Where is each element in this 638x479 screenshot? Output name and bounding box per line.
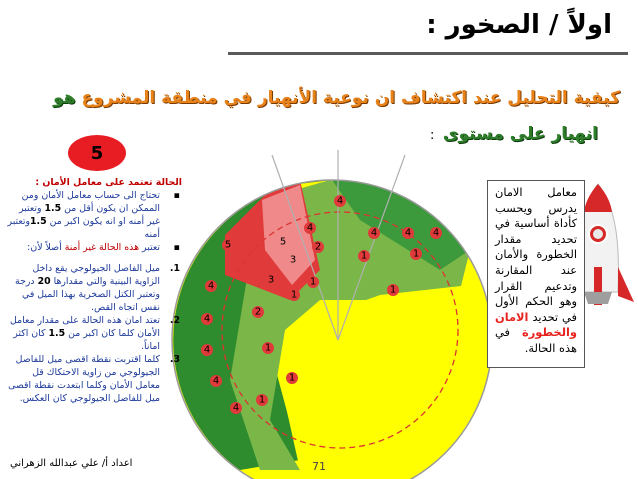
marker-4c (368, 227, 380, 239)
marker-4e (430, 227, 442, 239)
svg-text:4: 4 (203, 313, 211, 325)
bullet-marker: ▪ (173, 242, 180, 253)
numbered-item (6, 314, 182, 353)
title-divider (228, 52, 628, 55)
item-value: 20 (37, 276, 51, 287)
marker-1b (410, 248, 422, 260)
svg-text:1: 1 (288, 372, 296, 384)
numbered-item (6, 353, 182, 405)
svg-text:3: 3 (267, 274, 275, 286)
item-value: 1.5 (48, 328, 66, 339)
item-text: تعتد امان هذه الحالة على مقدار معامل الأمان كلما كان اكبر من (9, 315, 160, 339)
page-subtitle (53, 88, 620, 108)
failure-level-heading: انهيار على مستوى (442, 124, 598, 144)
svg-text:1: 1 (412, 248, 420, 260)
svg-text:4: 4 (232, 402, 240, 414)
svg-text:1: 1 (309, 276, 317, 288)
item-text: درجة وتعتبر الكتل الصخرية بهذا الميل في نفس اتجاه القص. (15, 276, 160, 313)
marker-4i (210, 375, 222, 387)
marker-1a (358, 250, 370, 262)
item-text: كلما اقتربت نقطة اقصى ميل للفاصل الجيولوجي من زاوية الاحتكاك قل معامل الأمان وكلما ابتعدت نقطة اقصى ميل للفاصل الجيولوجي كان العكس. (8, 354, 160, 404)
note-text: في هذه الحالة. (495, 325, 577, 355)
case-number-badge: 5 (68, 135, 126, 171)
svg-text:5: 5 (224, 239, 232, 251)
marker-1d (288, 289, 300, 301)
marker-4f (205, 280, 217, 292)
marker-5a (222, 239, 234, 251)
svg-text:4: 4 (404, 227, 412, 239)
svg-text:4: 4 (212, 375, 220, 387)
bullet-value: 1.5 (30, 216, 47, 227)
note-text: معامل الامان يدرس ويحسب كأداة أساسية في تحديد مقدار الخطورة والأمان عند المقارنة وتدعيم القرار وهو الحكم الأول في تحديد (495, 185, 578, 324)
bullet-item (6, 189, 182, 241)
footer-author: اعداد أ/ علي عبدالله الزهراني (10, 458, 133, 469)
svg-text:4: 4 (306, 222, 314, 234)
marker-4j (230, 402, 242, 414)
bullet-marker: ▪ (173, 190, 180, 201)
bullet-text: تحتاج الى حساب معامل الأمان ومن الممكن ان يكون أقل من (21, 190, 160, 214)
marker-4g (201, 313, 213, 325)
svg-text:1: 1 (360, 250, 368, 262)
bullet-item (6, 241, 182, 254)
marker-4d (402, 227, 414, 239)
subtitle-main: كيفية التحليل عند اكتشاف ان نوعية الأنهيار في منطقة المشروع (81, 88, 620, 108)
svg-text:5: 5 (279, 236, 287, 248)
svg-text:4: 4 (370, 227, 378, 239)
marker-3a (287, 254, 299, 266)
marker-3b (268, 275, 274, 286)
svg-text:4: 4 (203, 344, 211, 356)
marker-4h (201, 344, 213, 356)
note-highlight: الامان والخطورة (495, 309, 577, 340)
subtitle-tail: هو (53, 88, 76, 108)
marker-2b (252, 306, 264, 318)
marker-1f (262, 342, 274, 354)
svg-text:3: 3 (289, 254, 297, 266)
svg-text:1: 1 (290, 289, 298, 301)
svg-text:4: 4 (432, 227, 440, 239)
safety-factor-note-box (487, 180, 585, 368)
marker-4b (334, 195, 346, 207)
item-number: 2. (169, 315, 180, 326)
svg-text:4: 4 (207, 280, 215, 292)
svg-text:1: 1 (389, 284, 397, 296)
page-title: اولاً / الصخور : (426, 10, 612, 40)
numbered-item (6, 262, 182, 314)
bullet-value: 1.5 (44, 203, 62, 214)
item-number: 3. (169, 354, 180, 365)
svg-text:1: 1 (264, 342, 272, 354)
svg-text:2: 2 (254, 306, 262, 318)
item-text: كان اكثر اماناً. (13, 328, 160, 352)
svg-text:4: 4 (336, 195, 344, 207)
bullet-text: وتعتبر غير أمنه او انه يكون اكبر من (19, 203, 160, 227)
marker-1e (387, 284, 399, 296)
marker-1h (256, 394, 268, 406)
bullet-highlight: هذه الحالة غير أمنة (64, 242, 140, 253)
bullet-text: وتعتبر أمنه (7, 216, 160, 240)
svg-text:1: 1 (258, 394, 266, 406)
safety-factor-heading: الحالة تعتمد على معامل الأمان : (35, 177, 182, 188)
marker-1c (307, 276, 319, 288)
svg-text:2: 2 (314, 241, 322, 253)
item-text: ميل الفاصل الجيولوجي يقع داخل الزاوية البينية والتي مقدارها (32, 263, 160, 287)
item-number: 1. (169, 263, 180, 274)
bullet-text: أصلاً لأن: (27, 242, 62, 253)
left-explanation-column (6, 176, 182, 405)
marker-4a (304, 222, 316, 234)
failure-level-colon: : (430, 128, 435, 143)
page-number: 71 (312, 460, 326, 473)
marker-1g (286, 372, 298, 384)
bullet-text: تعتبر (142, 242, 160, 253)
marker-2a (312, 241, 324, 253)
marker-5b (280, 237, 286, 248)
